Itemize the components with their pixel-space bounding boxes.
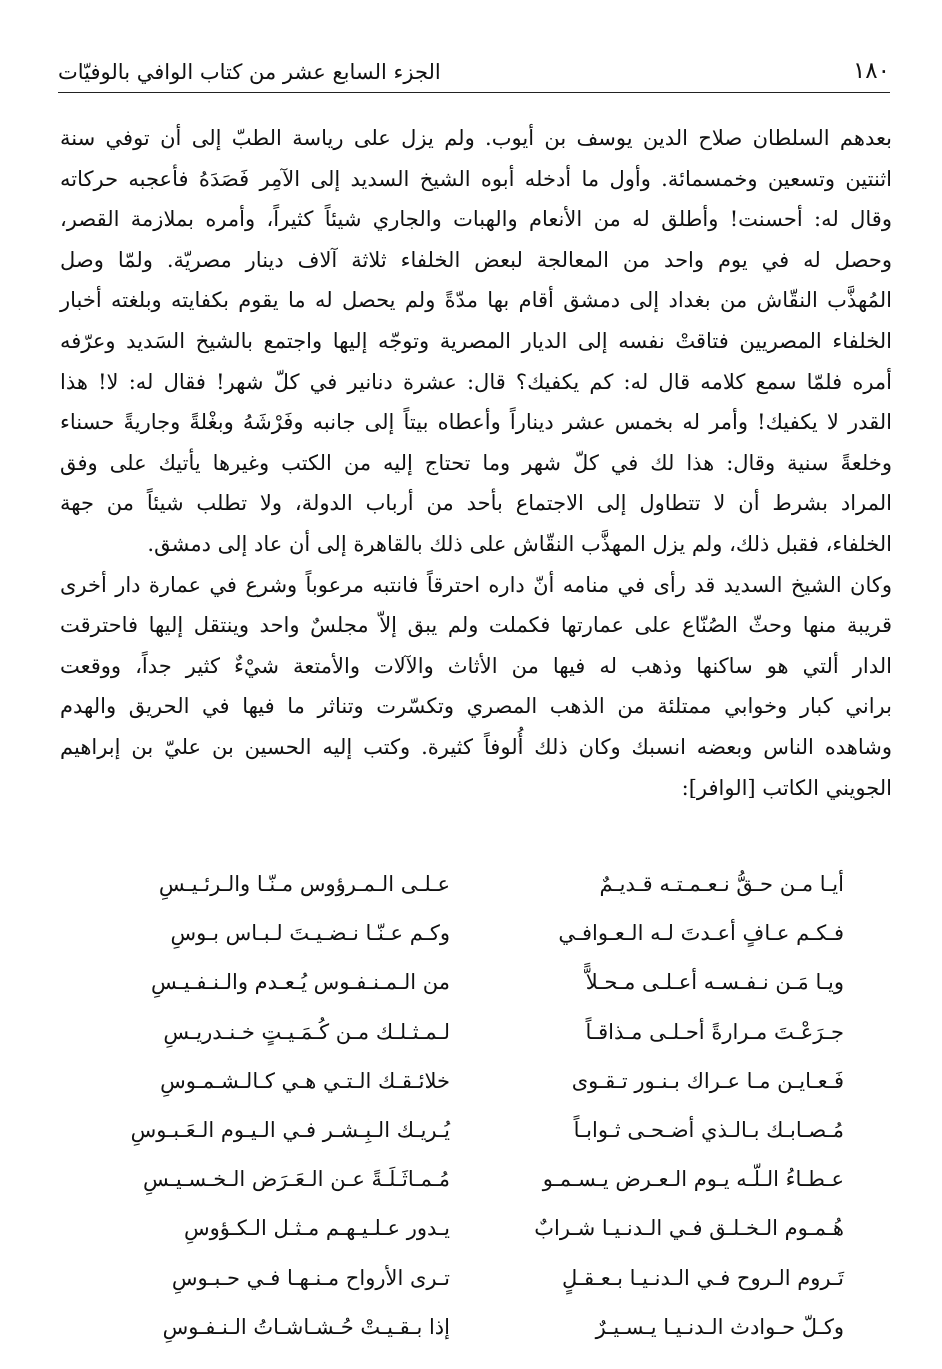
prose-line: القدر لا يكفيك! وأمر له بخمس عشر ديناراً وأعطاه بيتاً إلى جانبه وفَرْشَهُ وبغْلةً وجاريةً حسناء: [60, 410, 892, 435]
verse-second-hemistich: وكـم عـنّـا نـضـيـتَ لـبـاس بـوسِ: [170, 921, 450, 946]
poem-verse: [60, 1106, 892, 1155]
poem: [60, 860, 892, 1352]
verse-first-hemistich: تَـروم الـروح فـي الـدنـيـا بـعـقـلٍ: [561, 1265, 844, 1290]
verse-first-hemistich: وكـلّ حـوادث الـدنـيـا يـسـيـرٌ: [595, 1314, 844, 1339]
verse-first-hemistich: عـطـاءُ الـلّـه يـوم الـعـرض يـسـمـو: [542, 1167, 844, 1192]
poem-verse: [60, 909, 892, 958]
poem-verse: [60, 860, 892, 909]
verse-second-hemistich: يُـريـك الـبِـشـر فـي الـيـوم الـعَـبـوسِ: [130, 1117, 450, 1142]
prose-line: اثنتين وتسعين وخمسمائة. وأول ما أدخله أبوه الشيخ السديد إلى الآمِر فَصَدَهُ فأعجبه حركاته: [60, 166, 892, 191]
prose-line: وشاهده الناس وبعضه انسبك وكان ذلك أُلوفاً كثيرة. وكتب إليه الحسين بن عليّ بن إبراهيم: [60, 734, 892, 759]
poem-verse: [60, 1155, 892, 1204]
prose-line: المراد بشرط أن لا تتطاول إلى الاجتماع بأحد من أرباب الدولة، ولا تطلب شيئاً من جهة: [60, 491, 892, 516]
prose-line: بعدهم السلطان صلاح الدين يوسف بن أيوب. ولم يزل على رياسة الطبّ إلى أن توفي سنة: [60, 126, 892, 150]
prose-line: وخلعةً سنية وقال: هذا لك في كلّ شهر وما تحتاج إليه من الكتب وغيرها يأتيك على وفق: [60, 450, 892, 475]
verse-second-hemistich: خلائـقـك الـتـي هـي كـالـشـمـوسِ: [160, 1068, 450, 1093]
verse-second-hemistich: تـرى الأرواح مـنـهـا فـي حـبـوسِ: [171, 1265, 450, 1290]
poem-verse: [60, 1057, 892, 1106]
poem-verse: [60, 1254, 892, 1303]
prose-line: الخلفاء المصريين فتاقتْ نفسه إلى الديار المصرية وتوجّه إليها واجتمع بالشيخ السَديد وعرّفه: [60, 328, 892, 353]
prose-line: وحصل له في يوم واحد من المعالجة لبعض الخلفاء ثلاثة آلاف دينار مصريّة. ولمّا وصل: [60, 247, 892, 272]
verse-second-hemistich: مُـمـاثَـلَـةً عـن الـعَـرَض الـخـسـيـسِ: [142, 1167, 450, 1192]
verse-second-hemistich: إذا بـقـيـتْ حُـشـاشـاتُ الـنـفـوسِ: [162, 1314, 450, 1339]
prose-line: الخلفاء، فقبل ذلك، ولم يزل المهذَّب النقّاش على ذلك بالقاهرة إلى أن عاد إلى دمشق.: [147, 531, 892, 556]
prose-line: براني كبار وخوابي ممتلئة من الذهب المصري وتكسّرت وتناثر ما فيها في الحريق والهدم: [60, 694, 892, 719]
verse-second-hemistich: عـلـى الـمـرؤوس مـنّـا والـرئـيـسِ: [158, 872, 450, 896]
verse-first-hemistich: أيـا مـن حـقُّ نـعـمـتـه قـديـمٌ: [599, 872, 844, 896]
prose-line: وكان الشيخ السديد قد رأى في منامه أنّ داره احترقاً فانتبه مرعوباً وشرع في عمارة دار أخرى: [60, 572, 892, 597]
running-header: [58, 58, 890, 93]
prose-line: قريبة منها وحثّ الصُنّاع على عمارتها فكملت ولم يبق إلاّ مجلسٌ واحد وينتقل إليها فاحترقت: [60, 613, 892, 638]
page-number: ١٨٠: [852, 58, 890, 84]
prose-line: أمره فلمّا سمع كلامه قال له: كم يكفيك؟ قال: عشرة دنانير في كلّ شهر! فقال له: لا! هذا: [60, 369, 892, 394]
prose-line: وقال له: أحسنت! وأطلق له من الأنعام والهبات والجاري شيئاً كثيراً، وأمره بملازمة القصر،: [60, 207, 892, 232]
verse-second-hemistich: لـمـثـلـك مـن كُـمَـيـتٍ خـنـدريـسِ: [163, 1019, 450, 1044]
running-title: الجزء السابع عشر من كتاب الوافي بالوفيّات: [58, 60, 441, 84]
prose-line: المُهذَّب النقّاش من بغداد إلى دمشق أقام بها مدّةً ولم يحصل له ما يقوم بكفايته وبلغته أخبار: [60, 288, 892, 313]
prose-text: [60, 118, 892, 808]
verse-second-hemistich: من الـمـنـفـوس يُـعـدم والـنـفـيـسِ: [150, 970, 450, 995]
poem-verse: [60, 1303, 892, 1352]
verse-first-hemistich: مُـصـابـك بـالـذي أضـحـى ثـوابـاً: [573, 1117, 844, 1142]
prose-line: الدار ألتي هو ساكنها وذهب له فيها من الأثاث والآلات والأمتعة شيْءٌ كثير جداً، ووقعت: [60, 653, 892, 678]
prose-line: الجويني الكاتب [الوافر]:: [681, 775, 892, 800]
verse-first-hemistich: هُـمـوم الـخـلـق فـي الـدنـيـا شـرابٌ: [534, 1216, 844, 1241]
poem-verse: [60, 958, 892, 1007]
verse-first-hemistich: ويـا مَـن نـفـسـه أعـلـى مـحـلاًّ: [585, 970, 844, 995]
verse-first-hemistich: فـكـم عـافٍ أعـدتَ لـه الـعـوافـي: [558, 921, 844, 946]
verse-second-hemistich: يـدور عـلـيـهـم مـثـل الـكـؤوسِ: [184, 1216, 450, 1241]
verse-first-hemistich: فَـعـايـن مـا عـراك بـنـور تـقـوى: [571, 1068, 844, 1093]
verse-first-hemistich: جـرَعْـتَ مـرارةً أحـلـى مـذاقـاً: [585, 1019, 844, 1044]
poem-verse: [60, 1204, 892, 1253]
poem-verse: [60, 1008, 892, 1057]
